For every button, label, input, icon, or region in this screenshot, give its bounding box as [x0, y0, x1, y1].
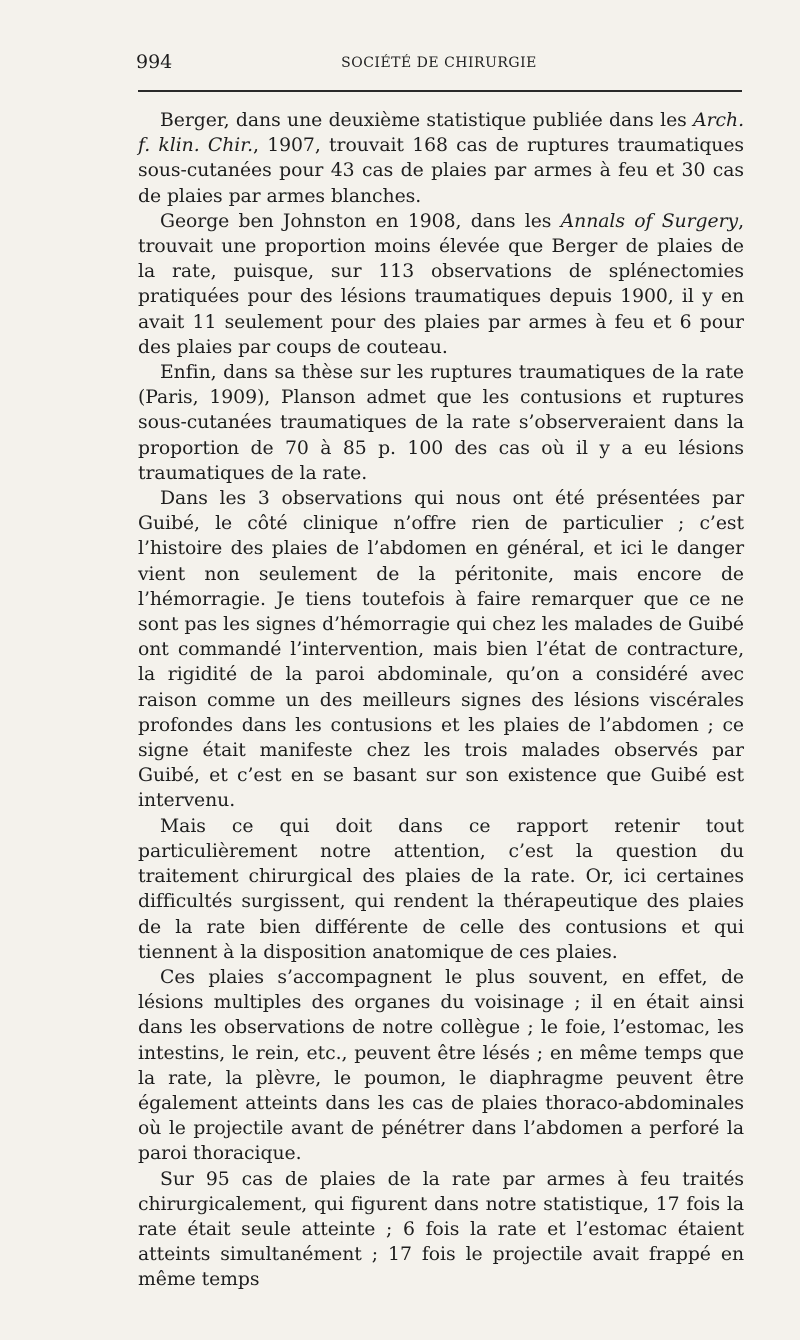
paragraph: [138, 1167, 744, 1293]
paragraph-text: Berger, dans une deuxième statistique publiée dans les: [160, 110, 694, 131]
body-text: [138, 108, 744, 1293]
italic-citation: Arch. f. klin. Chir.: [138, 110, 744, 157]
paragraph-text: , trouvait une proportion moins élevée que Berger de plaies de la rate, puisque, sur 113 observations de splénectomies pratiquées pour des lésions traumatiques depuis 1900, il y en avait 11 seulement pour des plaies par armes à feu et 6 pour des plaies par coups de couteau.: [138, 210, 744, 358]
page-number: 994: [136, 51, 173, 73]
paragraph: [138, 209, 744, 360]
paragraph-text: George ben Johnston en 1908, dans les: [160, 210, 561, 232]
header-rule: [138, 90, 742, 92]
paragraph: [138, 814, 744, 965]
running-head: SOCIÉTÉ DE CHIRURGIE: [341, 55, 537, 71]
paragraph-text: Mais ce qui doit dans ce rapport retenir tout particulièrement notre attention, c’est la question du traitement chirurgical des plaies de la rate. Or, ici certaines difficultés surgissent, qui rendent la thérapeutique des plaies de la rate bien différente de celle des contusions et qui tiennent à la disposition anatomique de ces plaies.: [138, 815, 744, 963]
paragraph-text: Ces plaies s’accompagnent le plus souvent, en effet, de lésions multiples des organes du voisinage ; il en était ainsi dans les observations de notre collègue ; le foie, l’estomac, les intestins, le rein, etc., peuvent être lésés ; en même temps que la rate, la plèvre, le poumon, le diaphragme peuvent être également atteints dans les cas de plaies thoraco-abdominales où le projectile avant de pénétrer dans l’abdomen a perforé la paroi thoracique.: [138, 966, 744, 1165]
italic-citation: Annals of Surgery: [560, 210, 739, 232]
paragraph-text: Enfin, dans sa thèse sur les ruptures traumatiques de la rate (Paris, 1909), Planson admet que les contusions et ruptures sous-cutanées traumatiques de la rate s’observeraient dans la proportion de 70 à 85 p. 100 des cas où il y a eu lésions traumatiques de la rate.: [138, 362, 744, 484]
page-header: [136, 46, 742, 76]
paragraph-text: , 1907, trouvait 168 cas de ruptures traumatiques sous-cutanées pour 43 cas de plaies par armes à feu et 30 cas de plaies par armes blanches.: [138, 135, 744, 207]
paragraph: [138, 360, 744, 486]
paragraph-text: Sur 95 cas de plaies de la rate par armes à feu traités chirurgicalement, qui figurent dans notre statistique, 17 fois la rate était seule atteinte ; 6 fois la rate et l’estomac étaient atteints simultanément ; 17 fois le projectile avait frappé en même temps: [138, 1168, 744, 1291]
paragraph: [138, 108, 744, 209]
paragraph-text: Dans les 3 observations qui nous ont été présentées par Guibé, le côté clinique n’offre rien de particulier ; c’est l’histoire des plaies de l’abdomen en général, et ici le danger vient non seulement de la péritonite, mais encore de l’hémorragie. Je tiens toutefois à faire remarquer que ce ne sont pas les signes d’hémorragie qui chez les malades de Guibé ont commandé l’intervention, mais bien l’état de contracture, la rigidité de la paroi abdominale, qu’on a considéré avec raison comme un des meilleurs signes des lésions viscérales profondes dans les contusions et les plaies de l’abdomen ; ce signe était manifeste chez les trois malades observés par Guibé, et c’est en se basant sur son existence que Guibé est intervenu.: [138, 488, 744, 812]
paragraph: [138, 965, 744, 1167]
paragraph: [138, 486, 744, 814]
